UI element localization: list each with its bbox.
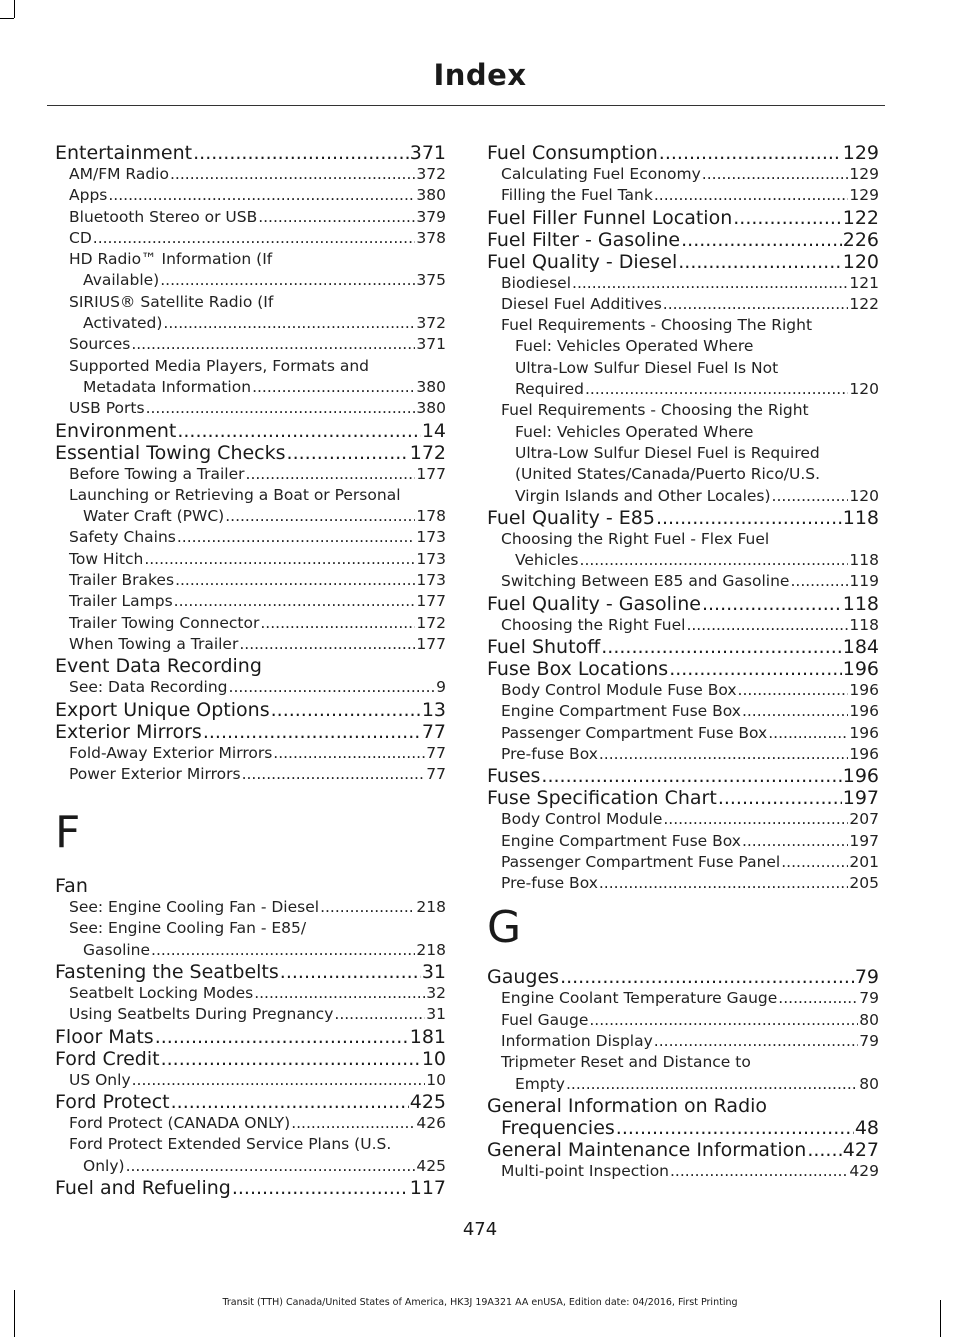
index-subentry[interactable]: Before Towing a Trailer ..... 177 [55, 464, 446, 485]
footer-edition-info: Transit (TTH) Canada/United States of America, HK3J 19A321 AA enUSA, Edition date: 04/2016, First Printing [222, 1297, 738, 1308]
index-subentry[interactable]: Tow Hitch ..... 173 [55, 549, 446, 570]
index-subentry[interactable]: Seatbelt Locking Modes ..... 32 [55, 983, 446, 1004]
index-subentry[interactable]: Engine Compartment Fuse Box ..... 197 [487, 831, 879, 852]
index-entry[interactable]: Floor Mats ..... 181 [55, 1026, 446, 1048]
index-subentry[interactable]: Engine Coolant Temperature Gauge ..... 79 [487, 988, 879, 1009]
index-subentry[interactable]: US Only ..... 10 [55, 1070, 446, 1091]
index-subentry[interactable]: Switching Between E85 and Gasoline ..... 119 [487, 571, 879, 592]
index-subentry[interactable]: Pre-fuse Box ..... 205 [487, 873, 879, 894]
index-subentry[interactable]: AM/FM Radio ..... 372 [55, 164, 446, 185]
index-subentry[interactable]: Sources ..... 371 [55, 334, 446, 355]
index-subentry[interactable]: See: Engine Cooling Fan - Diesel ..... 218 [55, 897, 446, 918]
index-entry[interactable]: Entertainment ..... 371 [55, 142, 446, 164]
index-subentry[interactable]: Fold-Away Exterior Mirrors ..... 77 [55, 743, 446, 764]
index-entry[interactable]: General Maintenance Information ..... 427 [487, 1139, 879, 1161]
index-entry[interactable]: Exterior Mirrors ..... 77 [55, 721, 446, 743]
section-letter: G [487, 902, 522, 954]
index-subentry[interactable]: SIRIUS® Satellite Radio (If Activated) ..... 372 [55, 292, 446, 335]
index-subentry[interactable]: See: Engine Cooling Fan - E85/ Gasoline ..... 218 [55, 918, 446, 961]
index-subentry[interactable]: Ford Protect (CANADA ONLY) ..... 426 [55, 1113, 446, 1134]
index-entry[interactable]: Fuses ..... 196 [487, 765, 879, 787]
index-subentry[interactable]: Pre-fuse Box ..... 196 [487, 744, 879, 765]
index-subentry[interactable]: Power Exterior Mirrors ..... 77 [55, 764, 446, 785]
index-subentry[interactable]: Using Seatbelts During Pregnancy ..... 31 [55, 1004, 446, 1025]
index-subentry[interactable]: CD ..... 378 [55, 228, 446, 249]
index-entry[interactable]: Fuel Shutoff ..... 184 [487, 636, 879, 658]
index-column-right [487, 142, 879, 1182]
index-subentry[interactable]: Bluetooth Stereo or USB ..... 379 [55, 207, 446, 228]
index-subentry[interactable]: Filling the Fuel Tank ..... 129 [487, 185, 879, 206]
index-subentry[interactable]: Diesel Fuel Additives ..... 122 [487, 294, 879, 315]
index-entry[interactable]: Fan [55, 875, 88, 898]
index-subentry[interactable]: Trailer Lamps ..... 177 [55, 591, 446, 612]
index-subentry[interactable]: When Towing a Trailer ..... 177 [55, 634, 446, 655]
page-number: 474 [462, 1219, 498, 1240]
index-subentry[interactable]: Fuel Requirements - Choosing the Right Fuel: Vehicles Operated Where Ultra-Low Sulfur Diesel Fuel is Required (United States/Canada/Puerto Rico/U.S. Virgin Islands and Other Locales) ..... 120 [487, 400, 879, 506]
index-entry[interactable]: Fuel Filter - Gasoline ..... 226 [487, 229, 879, 251]
index-subentry[interactable]: Trailer Brakes ..... 173 [55, 570, 446, 591]
index-subentry[interactable]: Passenger Compartment Fuse Box ..... 196 [487, 723, 879, 744]
index-entry[interactable]: General Information on Radio Frequencies ..... 48 [487, 1095, 879, 1139]
index-entry[interactable]: Fuse Box Locations ..... 196 [487, 658, 879, 680]
index-subentry[interactable]: Safety Chains ..... 173 [55, 527, 446, 548]
index-subentry[interactable]: Tripmeter Reset and Distance to Empty ..... 80 [487, 1052, 879, 1095]
index-subentry[interactable]: HD Radio™ Information (If Available) ..... 375 [55, 249, 446, 292]
index-subentry[interactable]: Ford Protect Extended Service Plans (U.S. Only) ..... 425 [55, 1134, 446, 1177]
index-entry[interactable]: Ford Protect ..... 425 [55, 1091, 446, 1113]
index-entry[interactable]: Fuel Quality - Diesel ..... 120 [487, 251, 879, 273]
index-subentry[interactable]: Multi-point Inspection ..... 429 [487, 1161, 879, 1182]
section-letter: F [55, 807, 81, 859]
index-entry[interactable]: Fuel Quality - E85 ..... 118 [487, 507, 879, 529]
header-rule [47, 105, 885, 106]
index-entry[interactable]: Gauges ..... 79 [487, 966, 879, 988]
index-subentry[interactable]: Body Control Module ..... 207 [487, 809, 879, 830]
index-entry[interactable]: Environment ..... 14 [55, 420, 446, 442]
index-entry[interactable]: Essential Towing Checks ..... 172 [55, 442, 446, 464]
index-entry[interactable]: Fuse Specification Chart ..... 197 [487, 787, 879, 809]
index-entry[interactable]: Export Unique Options ..... 13 [55, 699, 446, 721]
index-subentry[interactable]: Engine Compartment Fuse Box ..... 196 [487, 701, 879, 722]
index-subentry[interactable]: Supported Media Players, Formats and Metadata Information ..... 380 [55, 356, 446, 399]
index-entry[interactable]: Fuel Filler Funnel Location ..... 122 [487, 207, 879, 229]
index-subentry[interactable]: Fuel Gauge ..... 80 [487, 1010, 879, 1031]
index-subentry[interactable]: Apps ..... 380 [55, 185, 446, 206]
index-subentry[interactable]: Body Control Module Fuse Box ..... 196 [487, 680, 879, 701]
index-column-left [55, 142, 446, 1199]
index-subentry[interactable]: Passenger Compartment Fuse Panel ..... 201 [487, 852, 879, 873]
index-subentry[interactable]: Choosing the Right Fuel - Flex Fuel Vehicles ..... 118 [487, 529, 879, 572]
crop-mark [14, 0, 15, 18]
index-subentry[interactable]: Launching or Retrieving a Boat or Personal Water Craft (PWC) ..... 178 [55, 485, 446, 528]
index-subentry[interactable]: See: Data Recording ..... 9 [55, 677, 446, 698]
index-subentry[interactable]: Choosing the Right Fuel ..... 118 [487, 615, 879, 636]
index-entry[interactable]: Fuel and Refueling ..... 117 [55, 1177, 446, 1199]
page-title: Index [433, 58, 527, 92]
index-entry[interactable]: Ford Credit ..... 10 [55, 1048, 446, 1070]
index-subentry[interactable]: Biodiesel ..... 121 [487, 273, 879, 294]
crop-mark [0, 18, 14, 19]
index-entry[interactable]: Event Data Recording [55, 655, 262, 678]
index-subentry[interactable]: Trailer Towing Connector ..... 172 [55, 613, 446, 634]
index-subentry[interactable]: Information Display ..... 79 [487, 1031, 879, 1052]
index-entry[interactable]: Fuel Quality - Gasoline ..... 118 [487, 593, 879, 615]
index-entry[interactable]: Fuel Consumption ..... 129 [487, 142, 879, 164]
index-subentry[interactable]: USB Ports ..... 380 [55, 398, 446, 419]
index-entry[interactable]: Fastening the Seatbelts ..... 31 [55, 961, 446, 983]
index-subentry[interactable]: Calculating Fuel Economy ..... 129 [487, 164, 879, 185]
index-subentry[interactable]: Fuel Requirements - Choosing The Right Fuel: Vehicles Operated Where Ultra-Low Sulfur Diesel Fuel Is Not Required ..... 120 [487, 315, 879, 400]
